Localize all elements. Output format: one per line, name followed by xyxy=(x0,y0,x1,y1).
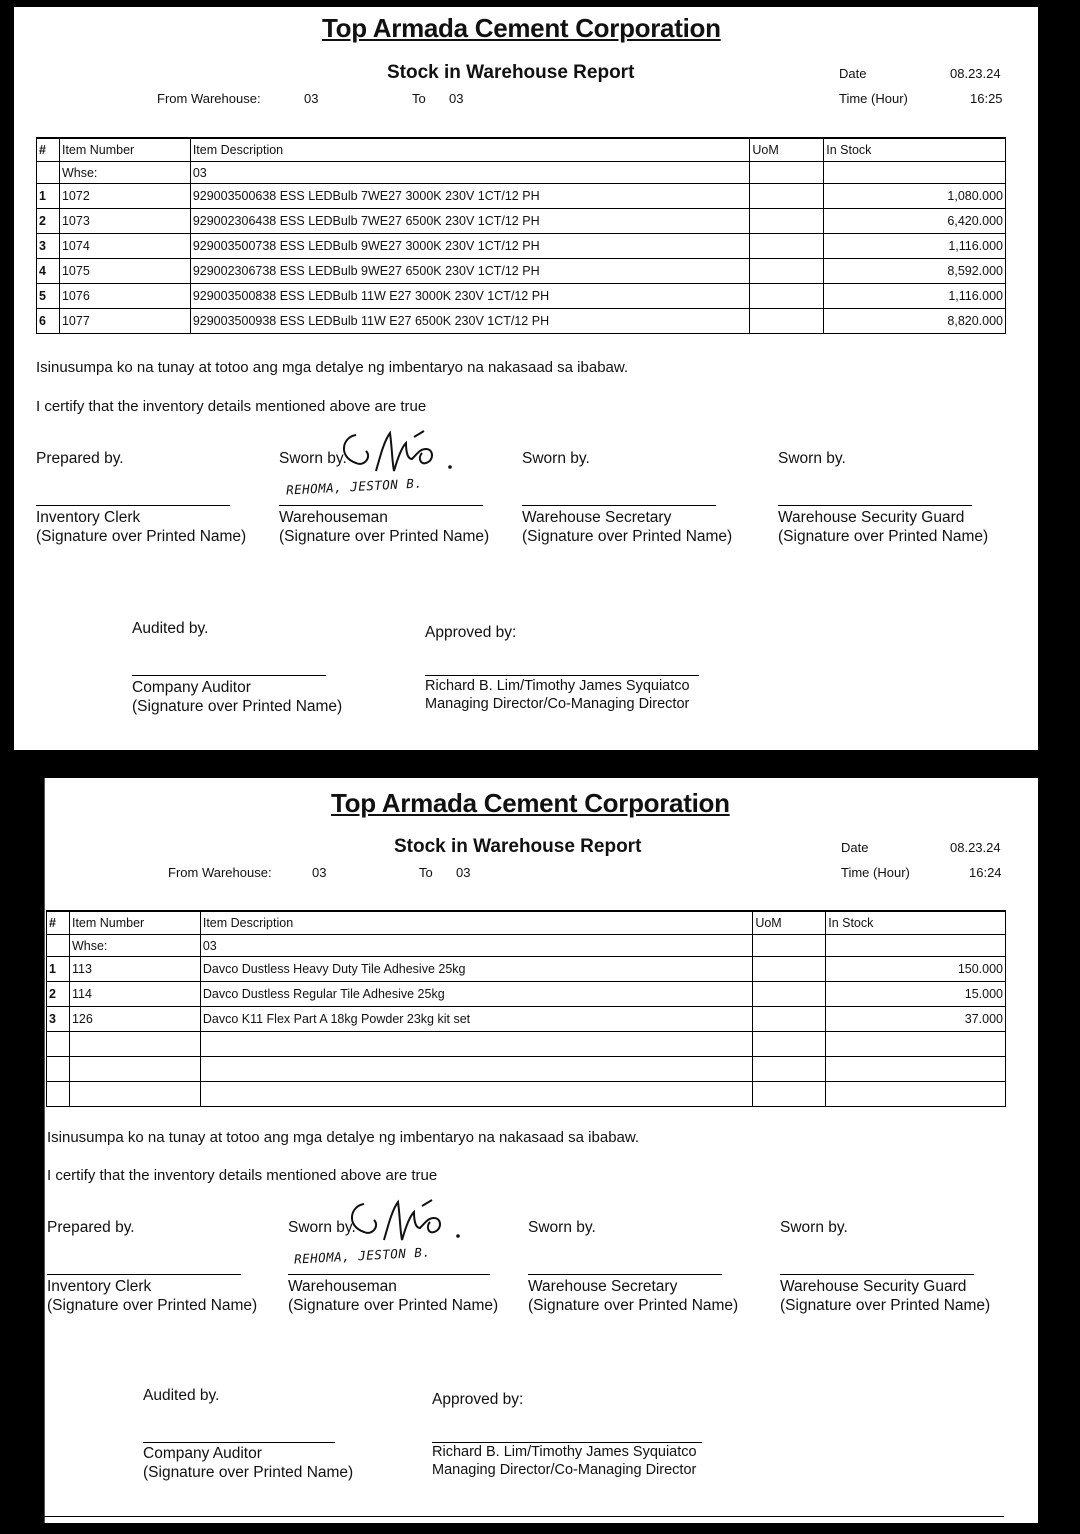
whse-stock-blank xyxy=(824,162,1006,184)
row-uom xyxy=(750,259,824,284)
prepared-caption: (Signature over Printed Name) xyxy=(36,528,247,545)
date-label: Date xyxy=(841,840,869,855)
row-no: 1 xyxy=(47,957,70,982)
row-description xyxy=(200,1082,752,1107)
approved-name: Richard B. Lim/Timothy James Syquiatco xyxy=(425,678,690,694)
date-value: 08.23.24 xyxy=(950,66,1001,81)
row-no: 3 xyxy=(37,234,60,259)
signature-line xyxy=(143,1442,335,1443)
row-in-stock: 15.000 xyxy=(826,982,1006,1007)
whse-blank xyxy=(37,162,60,184)
row-in-stock xyxy=(826,1032,1006,1057)
sworn-role-3: Warehouse Security Guard xyxy=(778,509,965,526)
row-in-stock: 150.000 xyxy=(826,957,1006,982)
row-no xyxy=(47,1082,70,1107)
prepared-caption: (Signature over Printed Name) xyxy=(47,1297,258,1314)
table-row xyxy=(37,284,1006,309)
col-header-no: # xyxy=(47,911,70,935)
table-header-row xyxy=(47,911,1006,935)
sworn-caption-3: (Signature over Printed Name) xyxy=(780,1297,991,1314)
row-description: Davco Dustless Heavy Duty Tile Adhesive 25kg xyxy=(200,957,752,982)
row-uom xyxy=(750,209,824,234)
signature-line xyxy=(780,1274,974,1275)
sworn-caption-1: (Signature over Printed Name) xyxy=(279,528,490,545)
from-warehouse-value: 03 xyxy=(304,91,319,106)
row-no xyxy=(47,1057,70,1082)
row-no: 4 xyxy=(37,259,60,284)
whse-label: Whse: xyxy=(69,935,200,957)
time-label: Time (Hour) xyxy=(841,865,910,880)
row-in-stock: 8,592.000 xyxy=(824,259,1006,284)
table-row xyxy=(37,209,1006,234)
signature-line xyxy=(288,1274,490,1275)
whse-value: 03 xyxy=(200,935,752,957)
signature-line xyxy=(279,505,483,506)
signature-line xyxy=(528,1274,722,1275)
prepared-role: Inventory Clerk xyxy=(47,1278,152,1295)
page-bottom-rule xyxy=(44,1516,1004,1517)
row-item-number: 1075 xyxy=(59,259,190,284)
row-description: 929003500838 ESS LEDBulb 11W E27 3000K 230V 1CT/12 PH xyxy=(190,284,750,309)
row-uom xyxy=(750,234,824,259)
table-row xyxy=(37,259,1006,284)
approved-by-label: Approved by: xyxy=(425,624,517,641)
row-description: 929002306438 ESS LEDBulb 7WE27 6500K 230V 1CT/12 PH xyxy=(190,209,750,234)
company-name: Top Armada Cement Corporation xyxy=(322,13,721,43)
row-item-number: 1074 xyxy=(59,234,190,259)
row-uom xyxy=(753,982,826,1007)
col-header-description: Item Description xyxy=(200,911,752,935)
row-item-number xyxy=(69,1082,200,1107)
sworn-by-label-1: Sworn by. xyxy=(288,1219,356,1236)
row-no xyxy=(47,1032,70,1057)
audited-caption: (Signature over Printed Name) xyxy=(143,1464,354,1481)
to-warehouse-value: 03 xyxy=(456,865,471,880)
approved-by-label: Approved by: xyxy=(432,1391,524,1408)
whse-uom-blank xyxy=(750,162,824,184)
time-value: 16:24 xyxy=(969,865,1002,880)
signature-line xyxy=(522,505,716,506)
row-item-number xyxy=(69,1057,200,1082)
row-description: 929003500938 ESS LEDBulb 11W E27 6500K 230V 1CT/12 PH xyxy=(190,309,750,334)
row-description: Davco Dustless Regular Tile Adhesive 25kg xyxy=(200,982,752,1007)
sworn-by-label-3: Sworn by. xyxy=(780,1219,848,1236)
report-title: Stock in Warehouse Report xyxy=(387,62,635,83)
row-item-number: 114 xyxy=(69,982,200,1007)
report-page-1 xyxy=(14,7,1038,750)
inventory-table xyxy=(36,137,1006,334)
table-header-row xyxy=(37,138,1006,162)
sworn-caption-1: (Signature over Printed Name) xyxy=(288,1297,499,1314)
row-description: 929003500738 ESS LEDBulb 9WE27 3000K 230V 1CT/12 PH xyxy=(190,234,750,259)
row-uom xyxy=(753,1007,826,1032)
sworn-caption-2: (Signature over Printed Name) xyxy=(528,1297,739,1314)
row-no: 3 xyxy=(47,1007,70,1032)
from-warehouse-label: From Warehouse: xyxy=(157,91,261,106)
row-uom xyxy=(753,1082,826,1107)
table-row xyxy=(37,184,1006,209)
row-description xyxy=(200,1032,752,1057)
row-item-number: 1077 xyxy=(59,309,190,334)
sworn-caption-3: (Signature over Printed Name) xyxy=(778,528,989,545)
row-no: 2 xyxy=(47,982,70,1007)
from-warehouse-label: From Warehouse: xyxy=(168,865,272,880)
row-no: 5 xyxy=(37,284,60,309)
row-in-stock: 6,420.000 xyxy=(824,209,1006,234)
date-label: Date xyxy=(839,66,867,81)
audited-role: Company Auditor xyxy=(132,679,251,696)
table-row xyxy=(47,982,1006,1007)
table-row xyxy=(47,1057,1006,1082)
statement-filipino: Isinusumpa ko na tunay at totoo ang mga detalye ng imbentaryo na nakasaad sa ibabaw. xyxy=(36,359,629,376)
col-header-uom: UoM xyxy=(750,138,824,162)
row-in-stock: 1,116.000 xyxy=(824,234,1006,259)
sworn-role-1: Warehouseman xyxy=(288,1278,397,1295)
sworn-role-2: Warehouse Secretary xyxy=(528,1278,678,1295)
signature-line xyxy=(47,1274,241,1275)
prepared-by-label: Prepared by. xyxy=(47,1219,135,1236)
row-uom xyxy=(750,309,824,334)
col-header-in-stock: In Stock xyxy=(824,138,1006,162)
sworn-by-label-2: Sworn by. xyxy=(522,450,590,467)
audited-by-label: Audited by. xyxy=(143,1387,220,1404)
table-row xyxy=(37,309,1006,334)
row-uom xyxy=(753,957,826,982)
row-uom xyxy=(750,184,824,209)
sworn-by-label-1: Sworn by. xyxy=(279,450,347,467)
signature-line xyxy=(132,675,326,676)
signature-line xyxy=(778,505,972,506)
handwritten-name: REHOMA, JESTON B. xyxy=(285,475,423,498)
row-description: Davco K11 Flex Part A 18kg Powder 23kg kit set xyxy=(200,1007,752,1032)
whse-row xyxy=(47,935,1006,957)
whse-uom-blank xyxy=(753,935,826,957)
row-item-number: 113 xyxy=(69,957,200,982)
from-warehouse-value: 03 xyxy=(312,865,327,880)
whse-blank xyxy=(47,935,70,957)
row-item-number: 126 xyxy=(69,1007,200,1032)
table-row xyxy=(37,234,1006,259)
row-uom xyxy=(753,1032,826,1057)
col-header-uom: UoM xyxy=(753,911,826,935)
row-uom xyxy=(753,1057,826,1082)
row-item-number: 1073 xyxy=(59,209,190,234)
row-no: 1 xyxy=(37,184,60,209)
signature-line xyxy=(425,675,699,676)
to-warehouse-label: To xyxy=(419,865,433,880)
whse-stock-blank xyxy=(826,935,1006,957)
row-item-number: 1076 xyxy=(59,284,190,309)
row-item-number: 1072 xyxy=(59,184,190,209)
statement-english: I certify that the inventory details mentioned above are true xyxy=(47,1167,438,1184)
table-row xyxy=(47,1082,1006,1107)
statement-english: I certify that the inventory details mentioned above are true xyxy=(36,398,427,415)
row-item-number xyxy=(69,1032,200,1057)
to-warehouse-label: To xyxy=(412,91,426,106)
sworn-caption-2: (Signature over Printed Name) xyxy=(522,528,733,545)
col-header-no: # xyxy=(37,138,60,162)
row-in-stock: 37.000 xyxy=(826,1007,1006,1032)
table-row xyxy=(47,1032,1006,1057)
sworn-by-label-2: Sworn by. xyxy=(528,1219,596,1236)
time-label: Time (Hour) xyxy=(839,91,908,106)
row-in-stock xyxy=(826,1082,1006,1107)
audited-role: Company Auditor xyxy=(143,1445,262,1462)
handwritten-name: REHOMA, JESTON B. xyxy=(293,1244,431,1267)
prepared-role: Inventory Clerk xyxy=(36,509,141,526)
col-header-in-stock: In Stock xyxy=(826,911,1006,935)
approved-role: Managing Director/Co-Managing Director xyxy=(432,1462,697,1478)
approved-role: Managing Director/Co-Managing Director xyxy=(425,696,690,712)
sworn-by-label-3: Sworn by. xyxy=(778,450,846,467)
report-page-2 xyxy=(44,778,1038,1523)
table-row xyxy=(47,957,1006,982)
whse-label: Whse: xyxy=(59,162,190,184)
whse-row xyxy=(37,162,1006,184)
to-warehouse-value: 03 xyxy=(449,91,464,106)
company-name: Top Armada Cement Corporation xyxy=(331,788,730,818)
row-in-stock xyxy=(826,1057,1006,1082)
col-header-item-number: Item Number xyxy=(59,138,190,162)
date-value: 08.23.24 xyxy=(950,840,1001,855)
table-row xyxy=(47,1007,1006,1032)
col-header-description: Item Description xyxy=(190,138,750,162)
row-in-stock: 8,820.000 xyxy=(824,309,1006,334)
sworn-role-2: Warehouse Secretary xyxy=(522,509,672,526)
row-description: 929003500638 ESS LEDBulb 7WE27 3000K 230V 1CT/12 PH xyxy=(190,184,750,209)
statement-filipino: Isinusumpa ko na tunay at totoo ang mga detalye ng imbentaryo na nakasaad sa ibabaw. xyxy=(47,1129,640,1146)
col-header-item-number: Item Number xyxy=(69,911,200,935)
row-in-stock: 1,080.000 xyxy=(824,184,1006,209)
prepared-by-label: Prepared by. xyxy=(36,450,124,467)
whse-value: 03 xyxy=(190,162,750,184)
sworn-role-3: Warehouse Security Guard xyxy=(780,1278,967,1295)
inventory-table xyxy=(46,910,1006,1107)
row-description xyxy=(200,1057,752,1082)
time-value: 16:25 xyxy=(970,91,1003,106)
row-no: 6 xyxy=(37,309,60,334)
sworn-role-1: Warehouseman xyxy=(279,509,388,526)
approved-name: Richard B. Lim/Timothy James Syquiatco xyxy=(432,1444,697,1460)
row-no: 2 xyxy=(37,209,60,234)
signature-line xyxy=(432,1442,702,1443)
audited-by-label: Audited by. xyxy=(132,620,209,637)
report-title: Stock in Warehouse Report xyxy=(394,836,642,857)
signature-line xyxy=(36,505,230,506)
row-uom xyxy=(750,284,824,309)
row-description: 929002306738 ESS LEDBulb 9WE27 6500K 230V 1CT/12 PH xyxy=(190,259,750,284)
audited-caption: (Signature over Printed Name) xyxy=(132,698,343,715)
row-in-stock: 1,116.000 xyxy=(824,284,1006,309)
